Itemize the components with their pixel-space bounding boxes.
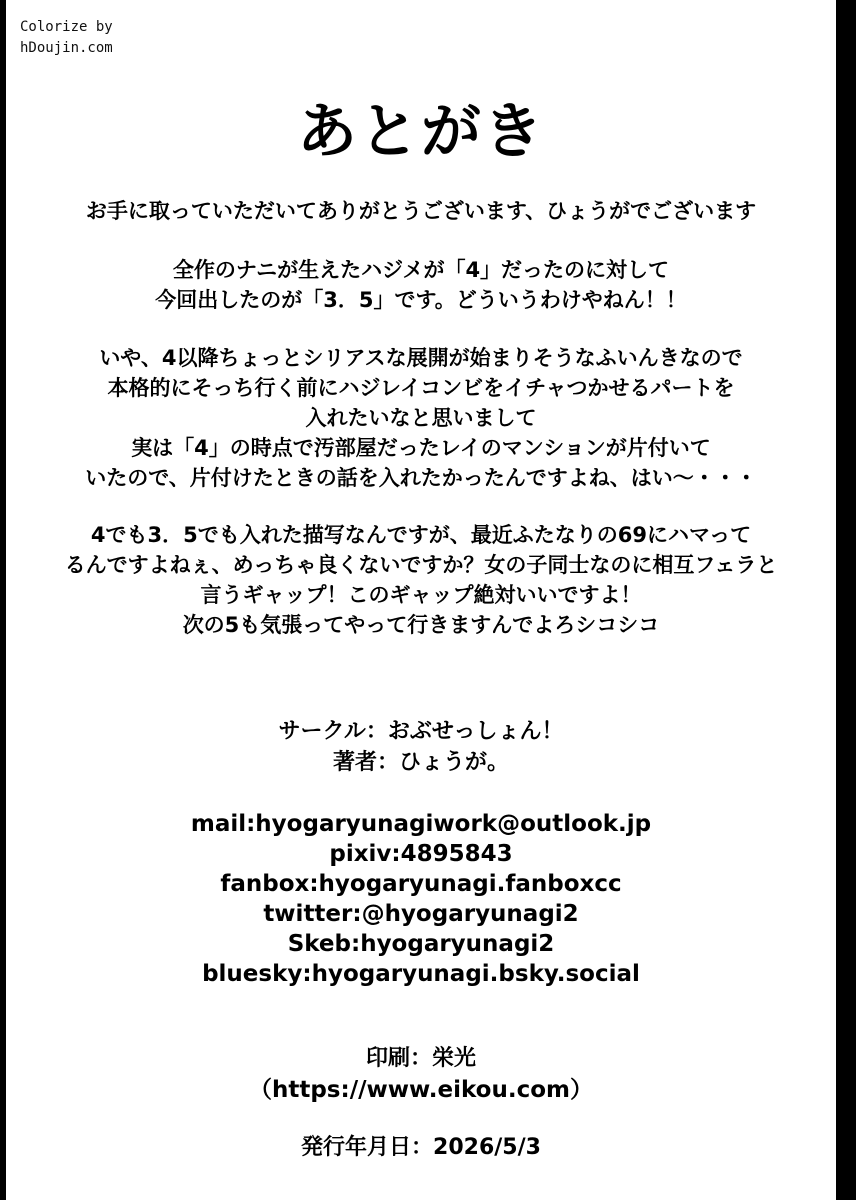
paragraph-3-line-2: 本格的にそっち行く前にハジレイコンビをイチャつかせるパートを: [107, 376, 735, 400]
watermark-line-1: Colorize by: [20, 19, 113, 35]
paragraph-3-line-5: いたので、片付けたときの話を入れたかったんですよね、はい～・・・: [85, 466, 757, 490]
contact-bluesky: bluesky:hyogaryunagi.bsky.social: [202, 961, 640, 987]
paragraph-4-line-2: るんですよねぇ、めっちゃ良くないですか？女の子同士なのに相互フェラと: [64, 553, 778, 577]
watermark-line-2: hDoujin.com: [20, 40, 113, 56]
author-credit: 著者：ひょうが。: [332, 750, 509, 775]
paragraph-3-line-1: いや、4以降ちょっとシリアスな展開が始まりそうなふいんきなので: [99, 346, 743, 370]
printer-label: 印刷：栄光: [365, 1046, 476, 1071]
paragraph-1-line-1: お手に取っていただいてありがとうございます、ひょうがでございます: [85, 199, 757, 223]
paragraph-3-line-3: 入れたいなと思いまして: [305, 406, 537, 430]
printer-url: （https://www.eikou.com）: [248, 1077, 593, 1103]
paragraph-4-line-4: 次の5も気張ってやって行きますんでよろシコシコ: [182, 613, 660, 637]
contact-pixiv: pixiv:4895843: [329, 841, 513, 867]
page-edge: [836, 0, 856, 1200]
contact-fanbox: fanbox:hyogaryunagi.fanboxcc: [220, 871, 622, 897]
paragraph-4-line-3: 言うギャップ！このギャップ絶対いいですよ！: [200, 583, 642, 607]
paragraph-3-line-4: 実は「4」の時点で汚部屋だったレイのマンションが片付いて: [131, 436, 711, 460]
watermark: [20, 17, 113, 59]
paragraph-2-line-1: 全作のナニが生えたハジメが「4」だったのに対して: [172, 258, 670, 282]
contact-skeb: Skeb:hyogaryunagi2: [287, 931, 555, 957]
publish-date: 発行年月日：2026/5/3: [301, 1135, 541, 1160]
circle-credit: サークル：おぶせっしょん！: [278, 719, 564, 744]
contact-mail: mail:hyogaryunagiwork@outlook.jp: [190, 811, 652, 837]
paragraph-2-line-2: 今回出したのが「3．5」です。どういうわけやねん！！: [155, 288, 687, 312]
afterword-page: [6, 0, 836, 1200]
page-title: あとがき: [297, 97, 545, 167]
paragraph-4-line-1: 4でも3．5でも入れた描写なんですが、最近ふたなりの69にハマって: [90, 523, 752, 547]
contact-twitter: twitter:@hyogaryunagi2: [263, 901, 579, 927]
